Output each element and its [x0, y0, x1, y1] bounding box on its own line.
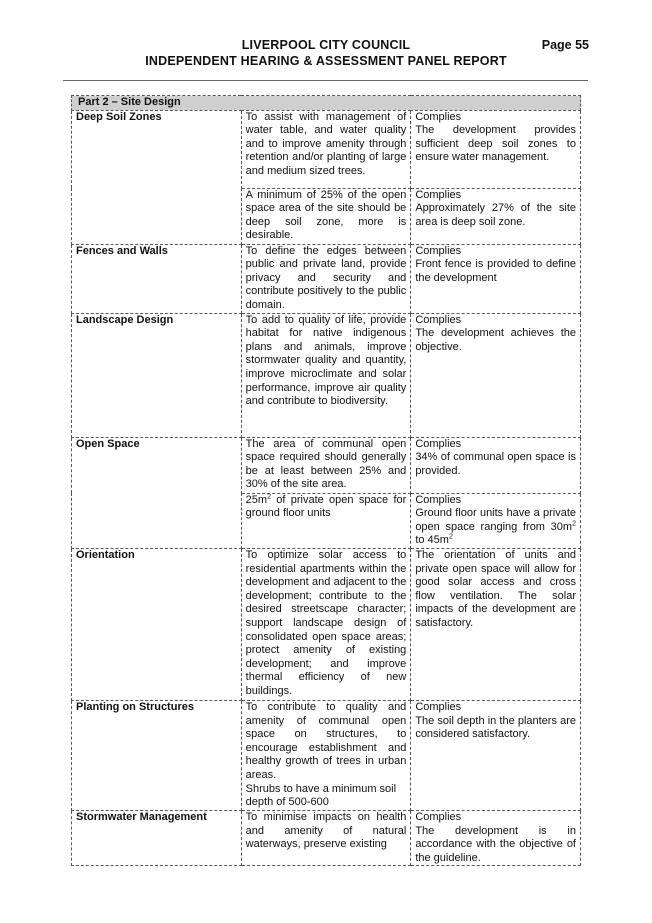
objective-text-2: Shrubs to have a minimum soil depth of 500-600 [245, 782, 397, 809]
element-label: Deep Soil Zones [76, 110, 162, 123]
objective-cell: The area of communal open space required should generally be at least between 25% and 30% of the site area. [241, 437, 411, 493]
table-row [72, 548, 581, 700]
comment-cell [411, 110, 581, 188]
status-text: Complies [415, 244, 462, 257]
header-rule [63, 80, 588, 81]
element-cell: Stormwater Management [72, 810, 242, 865]
element-cell: Orientation [72, 548, 242, 700]
table-row [72, 437, 581, 493]
comment-cell [411, 700, 581, 810]
table-row [72, 700, 581, 810]
element-cell: Fences and Walls [72, 244, 242, 313]
status-text: Complies [415, 700, 462, 713]
comment-cell: The orientation of units and private open space will allow for good solar access and cross flow ventilation. The solar impacts of the development are satisfactory. [411, 548, 581, 700]
element-cell [72, 110, 242, 244]
objective-cell: To optimize solar access to residential apartments within the development and adjacent to the development; contribute to the desired streetscape character; support landscape design of consolidated open space areas; protect amenity of existing development; and improve thermal efficiency of new buildings. [241, 548, 411, 700]
element-cell: Landscape Design [72, 313, 242, 437]
status-text: Complies [415, 110, 462, 123]
part-title: Part 2 – Site Design [72, 96, 581, 111]
page-number: Page 55 [541, 38, 589, 52]
council-name: LIVERPOOL CITY COUNCIL [241, 38, 411, 52]
comment-text: Approximately 27% of the site area is deep soil zone. [415, 202, 576, 228]
part-heading-row [72, 96, 581, 111]
status-text: Complies [415, 493, 462, 506]
status-text: Complies [415, 437, 462, 450]
status-text: Complies [415, 810, 462, 823]
comment-text: The development is in accordance with the objective of the guideline. [415, 824, 576, 864]
table-row [72, 244, 581, 313]
objective-cell: $25m^2$ of private open space for ground floor units [241, 493, 411, 548]
objective-cell: A minimum of 25% of the open space area of the site should be deep soil zone, more is desirable. [241, 188, 411, 244]
comment-cell [411, 313, 581, 437]
comment-cell [411, 493, 581, 548]
objective-cell: To assist with management of water table, and water quality and to improve amenity through retention and/or planting of large and medium sized trees. [241, 110, 411, 188]
objective-cell: To add to quality of life, provide habitat for native indigenous plans and animals, improve stormwater quality and quantity, improve microclimate and solar performance, improve air quality and contribute to biodiversity. [241, 313, 411, 437]
element-cell: Planting on Structures [72, 700, 242, 810]
comment-cell [411, 188, 581, 244]
table-row [72, 313, 581, 437]
objective-cell [241, 700, 411, 810]
objective-cell: To define the edges between public and private land, provide privacy and security and contribute positively to the public domain. [241, 244, 411, 313]
comment-text: The development provides sufficient deep soil zones to ensure water management. [415, 124, 576, 164]
status-text: Complies [415, 188, 462, 201]
comment-text: Ground floor units have a private open space ranging from $30m^2$ to $45m^2$ [415, 507, 576, 547]
table-row [72, 810, 581, 865]
comment-cell [411, 437, 581, 493]
comment-text: The soil depth in the planters are considered satisfactory. [415, 714, 576, 741]
comment-text: The development achieves the objective. [415, 327, 576, 353]
comment-text: Front fence is provided to define the development [415, 258, 576, 284]
element-cell [72, 437, 242, 548]
report-title: INDEPENDENT HEARING & ASSESSMENT PANEL REPORT [145, 54, 507, 68]
table-row [72, 110, 581, 188]
element-label: Open Space [76, 437, 140, 450]
objective-text: To contribute to quality and amenity of communal open space on structures, to encourage establishment and healthy growth of trees in urban areas. [245, 700, 407, 781]
comment-cell [411, 810, 581, 865]
comment-text: 34% of communal open space is provided. [415, 451, 576, 477]
comment-cell [411, 244, 581, 313]
objective-cell: To minimise impacts on health and amenity of natural waterways, preserve existing [241, 810, 411, 865]
status-text: Complies [415, 313, 462, 326]
site-design-table [71, 95, 581, 866]
